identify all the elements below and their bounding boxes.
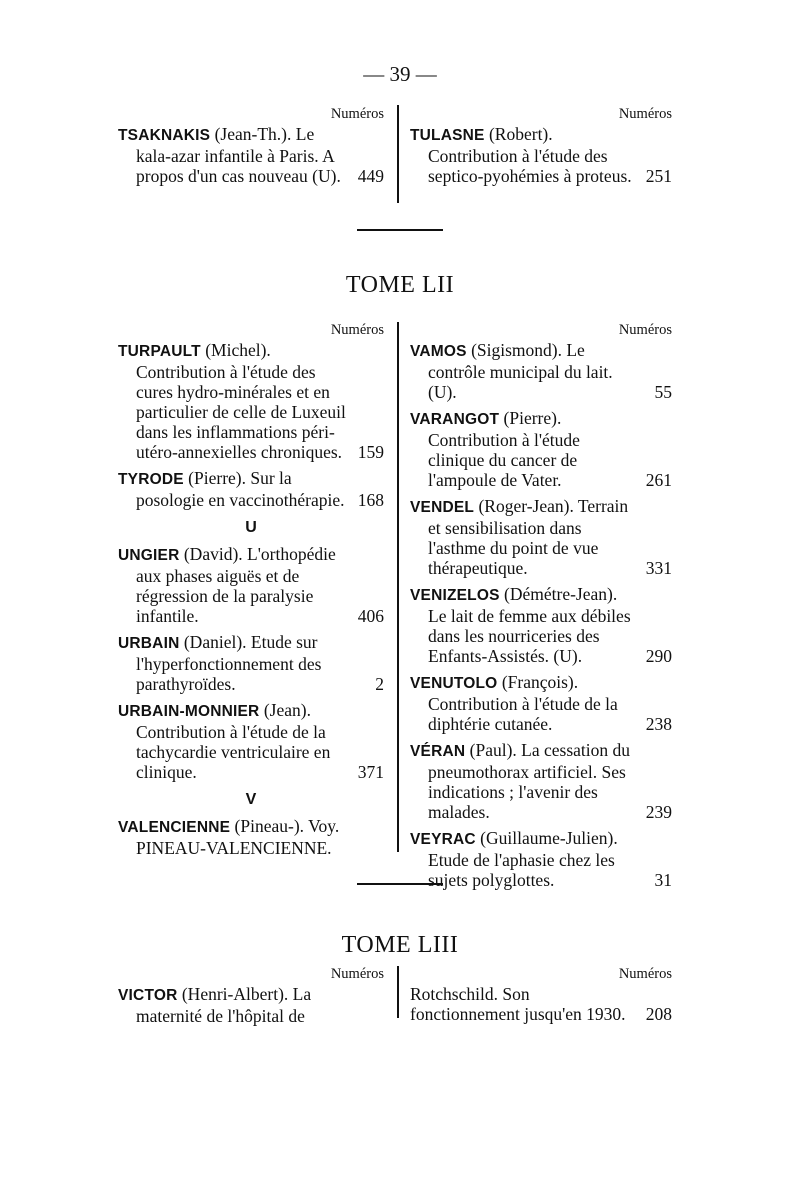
index-entry (118, 124, 384, 186)
tome-lii-left-column (118, 322, 384, 864)
column-divider-liii (397, 966, 399, 1018)
tome-liii-heading: TOME LIII (341, 932, 459, 958)
index-entry (410, 828, 672, 890)
thesis-number: 371 (357, 762, 384, 782)
thesis-title: (Jean-Th.). Le kala-azar infantile à Paris. A propos d'un cas nouveau (U). (136, 124, 341, 186)
author-name: TYRODE (118, 471, 184, 488)
thesis-number: 55 (654, 382, 672, 402)
thesis-number: 331 (645, 558, 672, 578)
thesis-title: (Pierre). Sur la posologie en vaccinothérapie. (136, 468, 345, 510)
index-entry (118, 984, 384, 1026)
index-entry (410, 672, 672, 734)
index-entry (118, 544, 384, 626)
thesis-title: (Sigismond). Le contrôle municipal du lait.(U). (428, 340, 613, 402)
thesis-number: 2 (375, 674, 384, 694)
numeros-header: Numéros (618, 106, 672, 122)
page-number: — 39 — (363, 62, 437, 86)
tome-lii-right-column (410, 322, 672, 896)
thesis-title: (Guillaume-Julien). Etude de l'aphasie chez les sujets polyglottes. (428, 828, 618, 890)
section-letter: U (245, 519, 257, 536)
thesis-title: (Pineau-). Voy. PINEAU-VALENCIENNE. (136, 816, 340, 858)
author-name: TULASNE (410, 127, 485, 144)
index-entry (118, 632, 384, 694)
thesis-number: 406 (357, 606, 384, 626)
column-divider-top (397, 105, 399, 203)
numeros-header: Numéros (330, 106, 384, 122)
thesis-number: 159 (357, 442, 384, 462)
thesis-number: 449 (357, 166, 384, 186)
thesis-title: (Robert). Contribution à l'étude des septico-pyohémies à proteus. (428, 124, 632, 186)
thesis-title: (Henri-Albert). La maternité de l'hôpital de (136, 984, 312, 1026)
author-name: VALENCIENNE (118, 819, 231, 836)
author-name: UNGIER (118, 547, 180, 564)
author-name: VEYRAC (410, 831, 476, 848)
tome-liii-left-column (118, 966, 384, 1032)
thesis-title: (Démétre-Jean). Le lait de femme aux débiles dans les nourriceries des Enfants-Assistés. (U). (428, 584, 631, 666)
index-entry (410, 740, 672, 822)
thesis-number: 168 (357, 490, 384, 510)
author-name: VÉRAN (410, 743, 466, 760)
thesis-number: 261 (645, 470, 672, 490)
section-letter: V (245, 791, 257, 808)
tome-liii-right-column (410, 966, 672, 1030)
thesis-title: (François). Contribution à l'étude de la diphtérie cutanée. (428, 672, 618, 734)
author-name: VAMOS (410, 343, 467, 360)
index-entry (118, 468, 384, 510)
numeros-header: Numéros (330, 966, 384, 982)
thesis-number: 290 (645, 646, 672, 666)
section-rule-2 (357, 883, 443, 885)
thesis-title: (Paul). La cessation du pneumothorax artificiel. Ses indications ; l'avenir des malades. (428, 740, 631, 822)
author-name: VENDEL (410, 499, 475, 516)
index-entry (118, 816, 384, 858)
thesis-number: 251 (645, 166, 672, 186)
numeros-header: Numéros (330, 322, 384, 338)
index-entry (410, 496, 672, 578)
top-left-column (118, 106, 384, 192)
thesis-number: 208 (645, 1004, 672, 1024)
index-entry (118, 340, 384, 462)
thesis-title: (Jean). Contribution à l'étude de la tachycardie ventriculaire en clinique. (136, 700, 331, 782)
author-name: VARANGOT (410, 411, 500, 428)
index-entry (410, 124, 672, 186)
column-divider-lii (397, 322, 399, 852)
thesis-number: 31 (654, 870, 672, 890)
author-name: URBAIN (118, 635, 180, 652)
thesis-title: (Roger-Jean). Terrain et sensibilisation dans l'asthme du point de vue thérapeutique. (428, 496, 629, 578)
author-name: TSAKNAKIS (118, 127, 211, 144)
author-name: VICTOR (118, 987, 178, 1004)
index-entry (118, 700, 384, 782)
numeros-header: Numéros (618, 966, 672, 982)
index-entry (410, 408, 672, 490)
thesis-number: 239 (645, 802, 672, 822)
numeros-header: Numéros (618, 322, 672, 338)
thesis-number: 238 (645, 714, 672, 734)
author-name: VENUTOLO (410, 675, 498, 692)
thesis-title: (Pierre). Contribution à l'étude clinique du cancer de l'ampoule de Vater. (428, 408, 580, 490)
thesis-title: (Michel). Contribution à l'étude des cures hydro-minérales et en particulier de celle de Luxeuil dans les inflammations péri-utéro-annexielles chroniques. (136, 340, 346, 462)
author-name: URBAIN-MONNIER (118, 703, 260, 720)
index-entry (410, 984, 672, 1024)
thesis-title: (Daniel). Etude sur l'hyperfonctionnement des parathyroïdes. (136, 632, 322, 694)
thesis-title: Rotchschild. Son fonctionnement jusqu'en 1930. (410, 984, 626, 1024)
author-name: VENIZELOS (410, 587, 500, 604)
index-entry (410, 584, 672, 666)
section-rule-1 (357, 229, 443, 231)
tome-lii-heading: TOME LII (345, 272, 455, 298)
top-right-column (410, 106, 672, 192)
index-entry (410, 340, 672, 402)
thesis-title: (David). L'orthopédie aux phases aiguës et de régression de la paralysie infantile. (136, 544, 336, 626)
author-name: TURPAULT (118, 343, 201, 360)
